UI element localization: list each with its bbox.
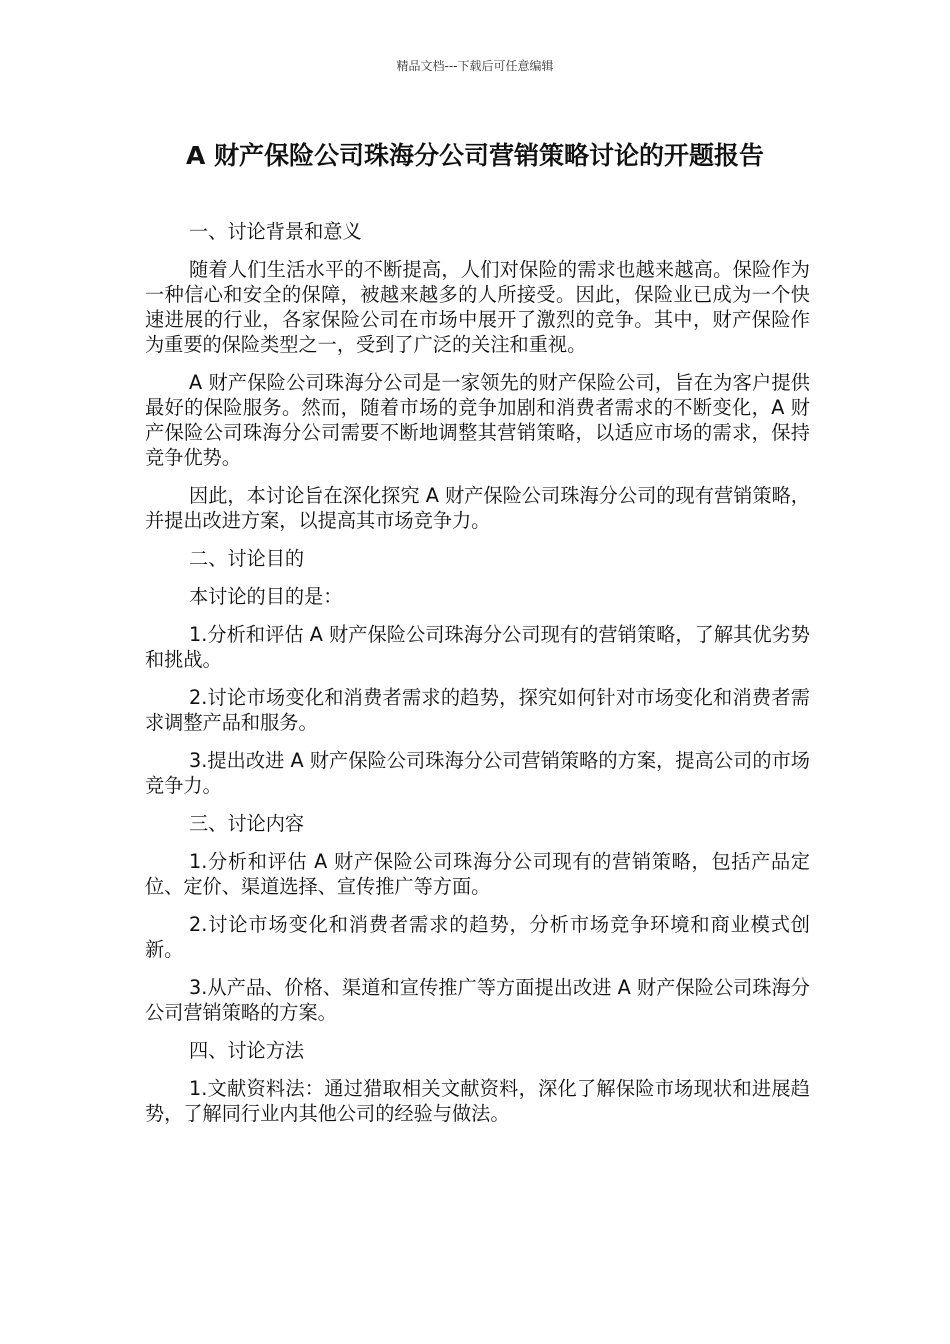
list-item-method-1: 1.文献资料法：通过猎取相关文献资料，深化了解保险市场现状和进展趋势，了解同行业内其他公司的经验与做法。 — [145, 1077, 810, 1125]
paragraph-background-3: 因此，本讨论旨在深化探究 A 财产保险公司珠海分公司的现有营销策略，并提出改进方案，以提高其市场竞争力。 — [145, 484, 810, 532]
list-item-purpose-2: 2.讨论市场变化和消费者需求的趋势，探究如何针对市场变化和消费者需求调整产品和服务。 — [145, 686, 810, 734]
list-item-content-2: 2.讨论市场变化和消费者需求的趋势，分析市场竞争环境和商业模式创新。 — [145, 913, 810, 961]
paragraph-background-1: 随着人们生活水平的不断提高，人们对保险的需求也越来越高。保险作为一种信心和安全的保障，被越来越多的人所接受。因此，保险业已成为一个快速进展的行业，各家保险公司在市场中展开了激烈的竞争。其中，财产保险作为重要的保险类型之一，受到了广泛的关注和重视。 — [145, 258, 810, 356]
document-body — [145, 219, 810, 1139]
list-item-purpose-3: 3.提出改进 A 财产保险公司珠海分公司营销策略的方案，提高公司的市场竞争力。 — [145, 749, 810, 797]
section-heading-background: 一、讨论背景和意义 — [189, 220, 362, 243]
section-heading-content: 三、讨论内容 — [189, 812, 305, 835]
section-heading-method: 四、讨论方法 — [189, 1039, 305, 1062]
list-item-content-1: 1.分析和评估 A 财产保险公司珠海分公司现有的营销策略，包括产品定位、定价、渠道选择、宣传推广等方面。 — [145, 850, 810, 898]
list-item-purpose-1: 1.分析和评估 A 财产保险公司珠海分公司现有的营销策略，了解其优劣势和挑战。 — [145, 623, 810, 671]
header-note: 精品文档---下载后可任意编辑 — [396, 59, 554, 73]
list-item-content-3: 3.从产品、价格、渠道和宣传推广等方面提出改进 A 财产保险公司珠海分公司营销策略的方案。 — [145, 976, 810, 1024]
paragraph-background-2: A 财产保险公司珠海分公司是一家领先的财产保险公司，旨在为客户提供最好的保险服务。然而，随着市场的竞争加剧和消费者需求的不断变化，A 财产保险公司珠海分公司需要不断地调整其营销策略，以适应市场的需求，保持竞争优势。 — [145, 371, 810, 469]
section-heading-purpose: 二、讨论目的 — [189, 547, 305, 570]
paragraph-purpose-intro: 本讨论的目的是： — [189, 585, 343, 608]
document-title: A 财产保险公司珠海分公司营销策略讨论的开题报告 — [185, 141, 765, 170]
